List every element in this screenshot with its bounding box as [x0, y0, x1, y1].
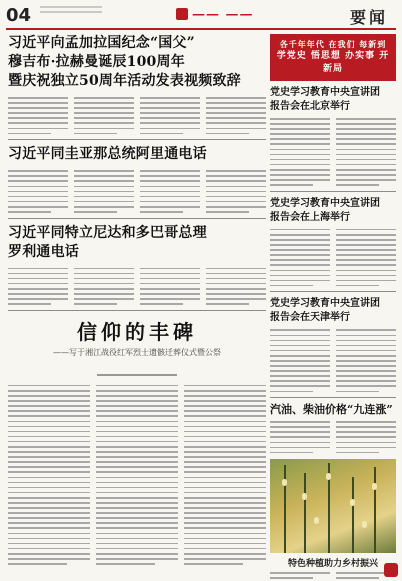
news-2-body	[270, 229, 396, 287]
news-1-body	[270, 118, 396, 186]
news-3-title-line-2: 报告会在天津举行	[270, 312, 350, 324]
divider	[270, 191, 396, 192]
article-3-body	[8, 268, 266, 305]
newspaper-logo	[176, 4, 254, 24]
qr-code-icon	[384, 563, 398, 577]
news-1-title-line-2: 报告会在北京举行	[270, 101, 350, 112]
article-2-body	[8, 170, 266, 212]
news-3[interactable]	[270, 297, 396, 325]
feature-title: 信仰的丰碑	[77, 319, 197, 344]
feature-subtitle: ——写于湘江战役红军烈士遗骸迁葬仪式暨公祭	[53, 347, 221, 357]
headline-1-line-2: 穆吉布·拉赫曼诞辰100周年	[8, 54, 185, 70]
news-2-title-line-2: 报告会在上海举行	[270, 211, 350, 223]
headline-2[interactable]: 习近平同圭亚那总统阿里通电话	[8, 146, 207, 163]
feature-article[interactable]	[8, 316, 266, 380]
banner-line-2: 学党史 悟思想 办实事 开新局	[276, 51, 390, 74]
logo-icon	[176, 8, 188, 20]
page-number: 04	[6, 5, 32, 26]
news-3-title-line-1: 党史学习教育中央宣讲团	[270, 298, 380, 310]
news-1[interactable]	[270, 86, 396, 114]
news-1-title-line-1: 党史学习教育中央宣讲团	[270, 87, 380, 98]
logo-text: —— ——	[192, 6, 254, 22]
right-column	[270, 34, 396, 579]
headline-3-line-1: 习近平同特立尼达和多巴哥总理	[8, 224, 207, 241]
divider	[270, 291, 396, 292]
news-photo[interactable]	[270, 459, 396, 553]
top-rule	[6, 28, 396, 30]
news-2-title-line-1: 党史学习教育中央宣讲团	[270, 197, 380, 209]
feature-byline	[8, 361, 266, 380]
article-1-body	[8, 97, 266, 134]
divider	[8, 310, 266, 311]
news-2[interactable]	[270, 197, 396, 225]
divider	[8, 139, 266, 140]
banner-line-1: 各千年年代 在我们 每新到	[279, 39, 387, 49]
masthead	[6, 4, 396, 26]
headline-1[interactable]	[8, 34, 266, 91]
news-4-body	[270, 421, 396, 453]
headline-1-line-3: 暨庆祝独立50周年活动发表视频致辞	[8, 73, 241, 89]
news-4-title[interactable]: 汽油、柴油价格“九连涨”	[270, 403, 393, 417]
divider	[8, 218, 266, 219]
left-column	[8, 34, 266, 565]
section-label: 要闻	[349, 8, 388, 27]
campaign-banner	[270, 34, 396, 81]
headline-3-line-2: 罗利通电话	[8, 243, 79, 260]
feature-body	[8, 385, 266, 565]
photo-caption-body	[270, 572, 396, 579]
news-3-body	[270, 329, 396, 392]
photo-caption: 特色种植助力乡村振兴	[287, 559, 378, 570]
headline-3[interactable]	[8, 224, 266, 262]
dateline	[40, 6, 102, 22]
headline-1-line-1: 习近平向孟加拉国纪念“国父”	[8, 35, 195, 51]
divider	[270, 397, 396, 398]
